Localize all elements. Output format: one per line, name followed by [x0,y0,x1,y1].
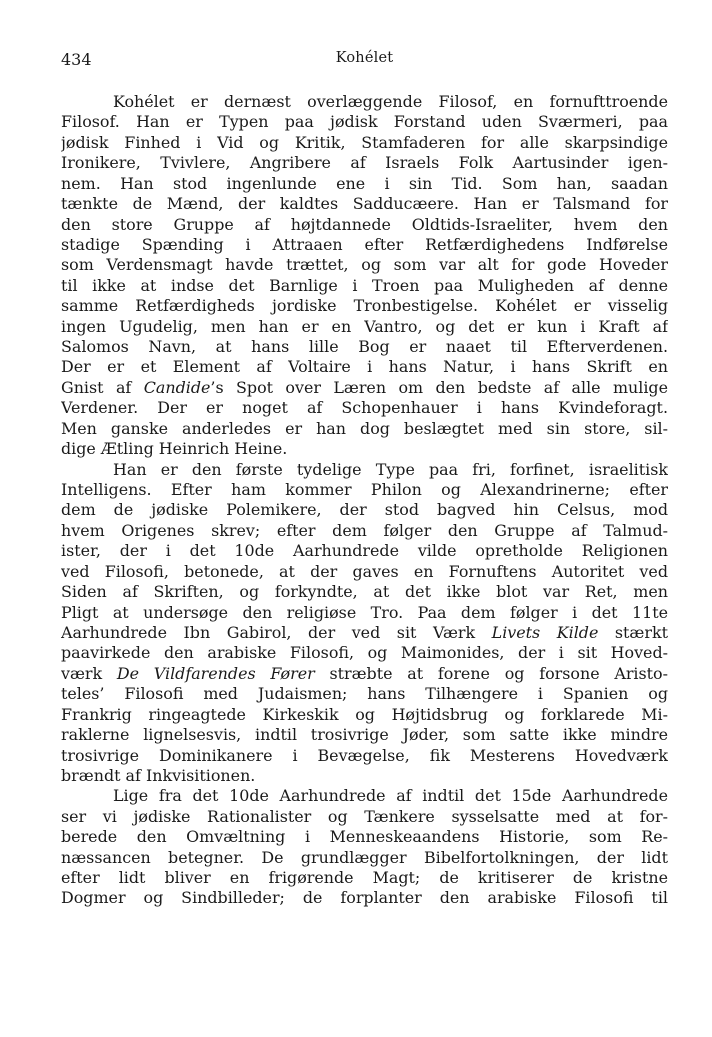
text-line [61,337,668,357]
body-text [61,92,668,909]
text-line [61,357,668,377]
text-line [61,786,668,806]
text-line [61,582,668,602]
text-line [61,153,668,173]
text-line [61,807,668,827]
text-line [61,296,668,316]
text-segment: stadige Spænding i Attraaen efter Retfærdighedens Indførelse [61,234,668,254]
text-segment: Lige fra det 10de Aarhundrede af indtil det 15de Aarhundrede [113,786,668,806]
text-segment: Pligt at undersøge den religiøse Tro. Paa dem følger i det 11te [61,602,668,622]
text-segment: jødisk Finhed i Vid og Kritik, Stamfaderen for alle skarpsindige [61,132,668,152]
text-segment: den store Gruppe af højtdannede Oldtids-Israeliter, hvem den [61,214,668,234]
text-segment: brændt af Inkvisitionen. [61,765,256,785]
text-line [61,317,668,337]
text-line [61,521,668,541]
text-segment: Der er et Element af Voltaire i hans Natur, i hans Skrift en [61,357,668,377]
text-line [61,460,668,480]
text-line [61,705,668,725]
text-line [61,562,668,582]
text-segment: ser vi jødiske Rationalister og Tænkere sysselsatte med at for- [61,806,668,826]
text-line [61,725,668,745]
text-segment: stærkt [598,622,668,642]
text-line [61,827,668,847]
text-line [61,133,668,153]
text-segment: Frankrig ringeagtede Kirkeskik og Højtidsbrug og forklarede Mi- [61,704,668,724]
text-line [61,378,668,398]
text-line [61,643,668,663]
text-segment: samme Retfærdigheds jordiske Tronbestigelse. Kohélet er visselig [61,296,668,316]
running-title: Kohélet [335,50,394,66]
italic-title: De Vildfarendes Fører [116,663,315,683]
text-line [61,276,668,296]
text-segment: stræbte at forene og forsone Aristo- [314,663,668,683]
text-line [61,255,668,275]
text-segment: Dogmer og Sindbilleder; de forplanter den arabiske Filosofi til [61,888,668,908]
text-segment: paavirkede den arabiske Filosofi, og Maimonides, der i sit Hoved- [61,643,668,663]
text-segment: dige Ætling Heinrich Heine. [61,439,288,459]
text-line [61,174,668,194]
italic-title: Livets Kilde [491,622,599,642]
text-segment: næssancen betegner. De grundlægger Bibelfortolkningen, der lidt [61,847,668,867]
text-segment: ved Filosofi, betonede, at der gaves en Fornuftens Autoritet ved [61,561,668,581]
text-line [61,848,668,868]
text-line [61,215,668,235]
text-segment: hvem Origenes skrev; efter dem følger den Gruppe af Talmud- [61,520,668,540]
text-segment: nem. Han stod ingenlunde ene i sin Tid. Som han, saadan [61,173,668,193]
text-line [61,112,668,132]
text-segment: ingen Ugudelig, men han er en Vantro, og det er kun i Kraft af [61,316,668,336]
text-line [61,623,668,643]
text-segment: Intelligens. Efter ham kommer Philon og Alexandrinerne; efter [61,480,668,500]
text-segment: teles’ Filosofi med Judaismen; hans Tilhængere i Spanien og [61,684,668,704]
text-line [61,235,668,255]
text-line [61,500,668,520]
text-segment: ister, der i det 10de Aarhundrede vilde opretholde Religionen [61,541,668,561]
text-segment: tænkte de Mænd, der kaldtes Sadducæere. Han er Talsmand for [61,194,668,214]
text-line [61,868,668,888]
text-segment: Verdener. Der er noget af Schopenhauer i hans Kvindeforagt. [61,398,668,418]
italic-title: Candide [143,377,211,397]
text-segment: som Verdensmagt havde trættet, og som var alt for gode Hoveder [61,255,668,275]
text-line [61,398,668,418]
text-segment: trosivrige Dominikanere i Bevægelse, fik Mesterens Hovedværk [61,745,668,765]
text-segment: Kohélet er dernæst overlæggende Filosof, en fornufttroende [113,92,668,111]
page-header [61,50,668,74]
text-segment: ’s Spot over Læren om den bedste af alle mulige [210,377,668,397]
text-segment: til ikke at indse det Barnlige i Troen paa Muligheden af denne [61,275,668,295]
text-line [61,664,668,684]
text-segment: Salomos Navn, at hans lille Bog er naaet til Efterverdenen. [61,337,668,357]
text-line [61,603,668,623]
text-segment: Ironikere, Tvivlere, Angribere af Israels Folk Aartusinder igen- [61,153,668,173]
text-segment: Gnist af [61,377,144,397]
page-number: 434 [61,50,92,69]
text-line [61,746,668,766]
text-line [61,888,668,908]
text-line [61,766,668,786]
text-line [61,541,668,561]
text-segment: efter lidt bliver en frigørende Magt; de kritiserer de kristne [61,868,668,888]
text-segment: Filosof. Han er Typen paa jødisk Forstand uden Sværmeri, paa [61,112,668,132]
text-line [61,684,668,704]
text-line [61,419,668,439]
text-line [61,92,668,112]
text-segment: dem de jødiske Polemikere, der stod bagved hin Celsus, mod [61,500,668,520]
text-segment: Siden af Skriften, og forkyndte, at det ikke blot var Ret, men [61,582,668,602]
text-segment: Han er den første tydelige Type paa fri, forfinet, israelitisk [113,459,668,479]
text-line [61,439,668,459]
text-segment: berede den Omvæltning i Menneskeaandens Historie, som Re- [61,827,668,847]
text-segment: raklerne lignelsesvis, indtil trosivrige Jøder, som satte ikke mindre [61,725,668,745]
text-line [61,480,668,500]
text-segment: værk [61,663,117,683]
text-segment: Aarhundrede Ibn Gabirol, der ved sit Værk [61,622,492,642]
text-line [61,194,668,214]
text-segment: Men ganske anderledes er han dog beslægtet med sin store, sil- [61,418,668,438]
